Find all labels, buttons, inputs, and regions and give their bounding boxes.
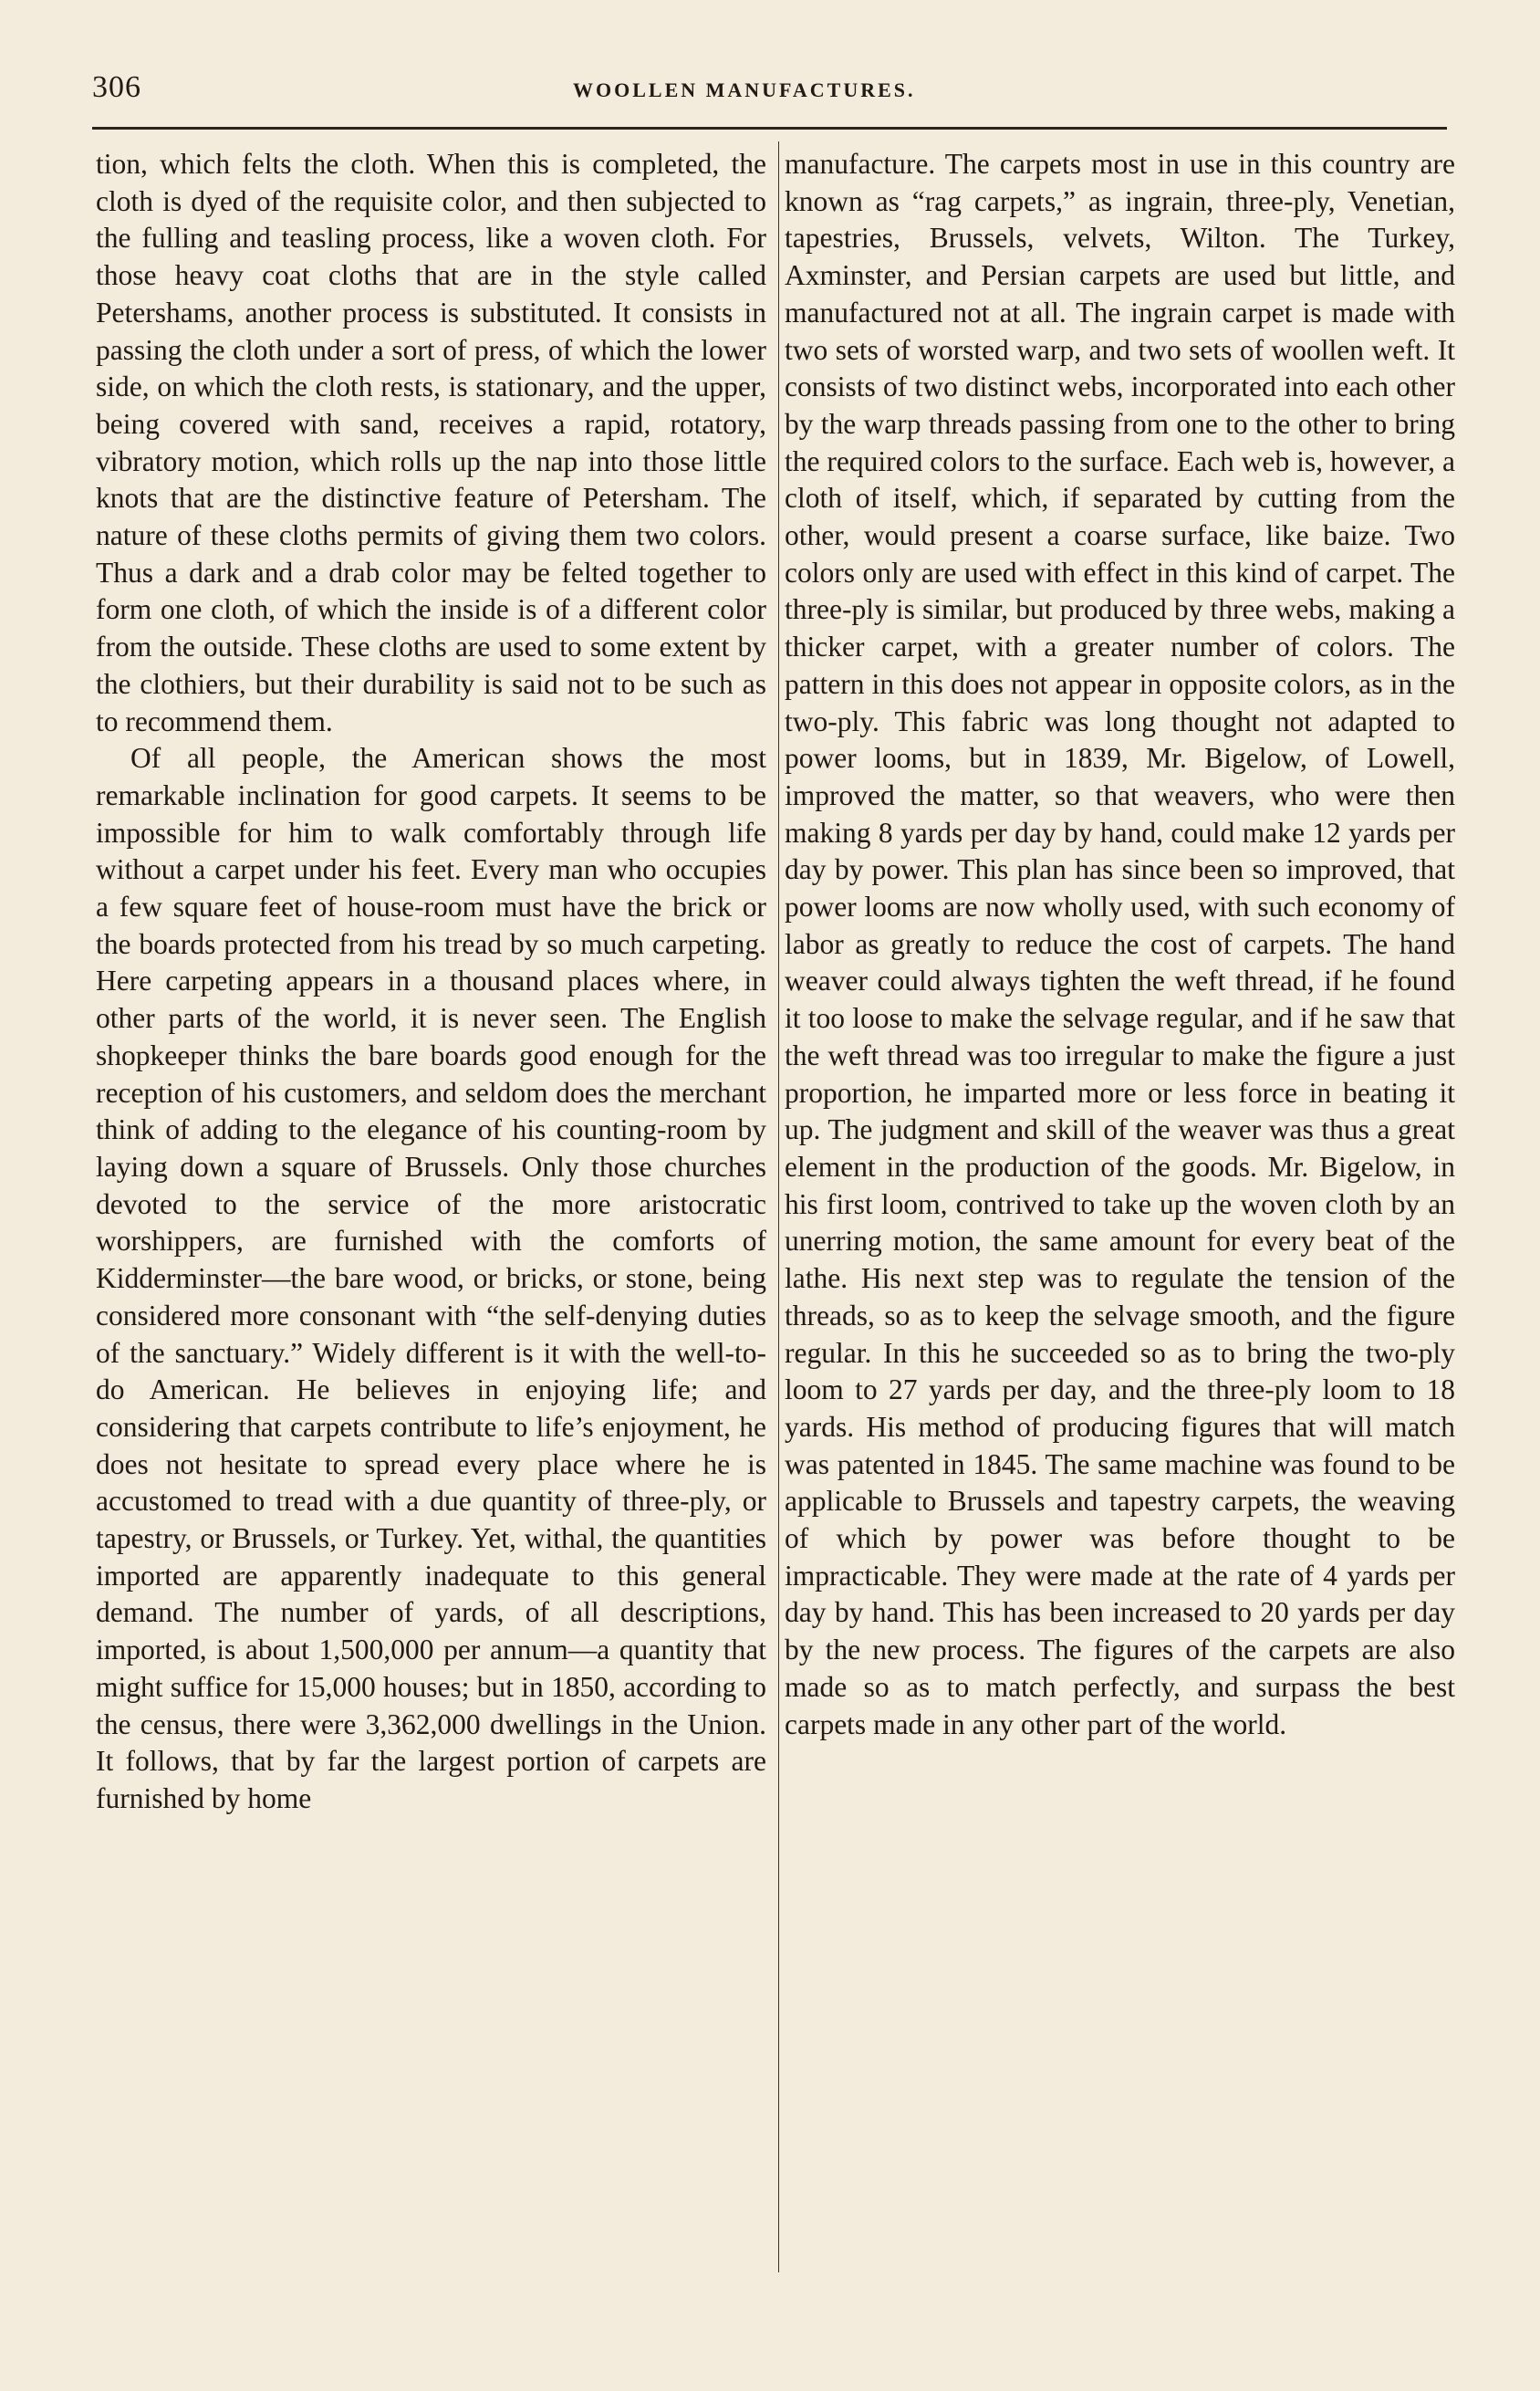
header-rule [92,127,1447,130]
paragraph: Of all people, the American shows the most remarkable inclination for good carpets. It seems to be impossible for him to walk comfortably through life without a carpet under his feet. Every man who occupies a few square feet of house-room must have the brick or the boards protected from his tread by so much carpeting. Here carpeting appears in a thousand places where, in other parts of the world, it is never seen. The English shopkeeper thinks the bare boards good enough for the reception of his customers, and seldom does the merchant think of adding to the elegance of his counting-room by laying down a square of Brussels. Only those churches devoted to the service of the more aristocratic worshippers, are furnished with the comforts of Kidderminster—the bare wood, or bricks, or stone, being considered more consonant with “the self-denying duties of the sanctuary.” Widely different is it with the well-to-do American. He believes in enjoying life; and considering that carpets contribute to life’s enjoyment, he does not hesitate to spread every place where he is accustomed to tread with a due quantity of three-ply, or tapestry, or Brussels, or Turkey. Yet, withal, the quantities imported are apparently inadequate to this general demand. The number of yards, of all descriptions, imported, is about 1,500,000 per annum—a quantity that might suffice for 15,000 houses; but in 1850, according to the census, there were 3,362,000 dwellings in the Union. It follows, that by far the largest portion of carpets are furnished by home [96,742,766,1814]
right-column [785,146,1455,1743]
paragraph: tion, which felts the cloth. When this is completed, the cloth is dyed of the requisite color, and then subjected to the fulling and teasling process, like a woven cloth. For those heavy coat cloths that are in the style called Petershams, another process is substituted. It consists in passing the cloth under a sort of press, of which the lower side, on which the cloth rests, is stationary, and the upper, being covered with sand, receives a rapid, rotatory, vibratory motion, which rolls up the nap into those little knots that are the distinctive feature of Petersham. The nature of these cloths permits of giving them two colors. Thus a dark and a drab color may be felted together to form one cloth, of which the inside is of a different color from the outside. These cloths are used to some extent by the clothiers, but their durability is said not to be such as to recommend them. [96,148,766,737]
left-column [96,146,766,1818]
paragraph: manufacture. The carpets most in use in this country are known as “rag carpets,” as ingrain, three-ply, Venetian, tapestries, Brussels, velvets, Wilton. The Turkey, Axminster, and Persian carpets are used but little, and manufactured not at all. The ingrain carpet is made with two sets of worsted warp, and two sets of woollen weft. It consists of two distinct webs, incorporated into each other by the warp threads passing from one to the other to bring the required colors to the surface. Each web is, however, a cloth of itself, which, if separated by cutting from the other, would present a coarse surface, like baize. Two colors only are used with effect in this kind of carpet. The three-ply is similar, but produced by three webs, making a thicker carpet, with a greater number of colors. The pattern in this does not appear in opposite colors, as in the two-ply. This fabric was long thought not adapted to power looms, but in 1839, Mr. Bigelow, of Lowell, improved the matter, so that weavers, who were then making 8 yards per day by hand, could make 12 yards per day by power. This plan has since been so improved, that power looms are now wholly used, with such economy of labor as greatly to reduce the cost of carpets. The hand weaver could always tighten the weft thread, if he found it too loose to make the selvage regular, and if he saw that the weft thread was too irregular to make the figure a just proportion, he imparted more or less force in beating it up. The judgment and skill of the weaver was thus a great element in the production of the goods. Mr. Bigelow, in his first loom, contrived to take up the woven cloth by an unerring motion, the same amount for every beat of the lathe. His next step was to regulate the tension of the threads, so as to keep the selvage smooth, and the figure regular. In this he succeeded so as to bring the two-ply loom to 27 yards per day, and the three-ply loom to 18 yards. His method of producing figures that will match was patented in 1845. The same machine was found to be applicable to Brussels and tapestry carpets, the weaving of which by power was before thought to be impracticable. They were made at the rate of 4 yards per day by hand. This has been increased to 20 yards per day by the new process. The figures of the carpets are also made so as to match perfectly, and surpass the best carpets made in any other part of the world. [785,148,1455,1740]
page-number: 306 [92,70,141,104]
column-divider [778,141,779,2272]
running-title: WOOLLEN MANUFACTURES. [573,78,916,101]
